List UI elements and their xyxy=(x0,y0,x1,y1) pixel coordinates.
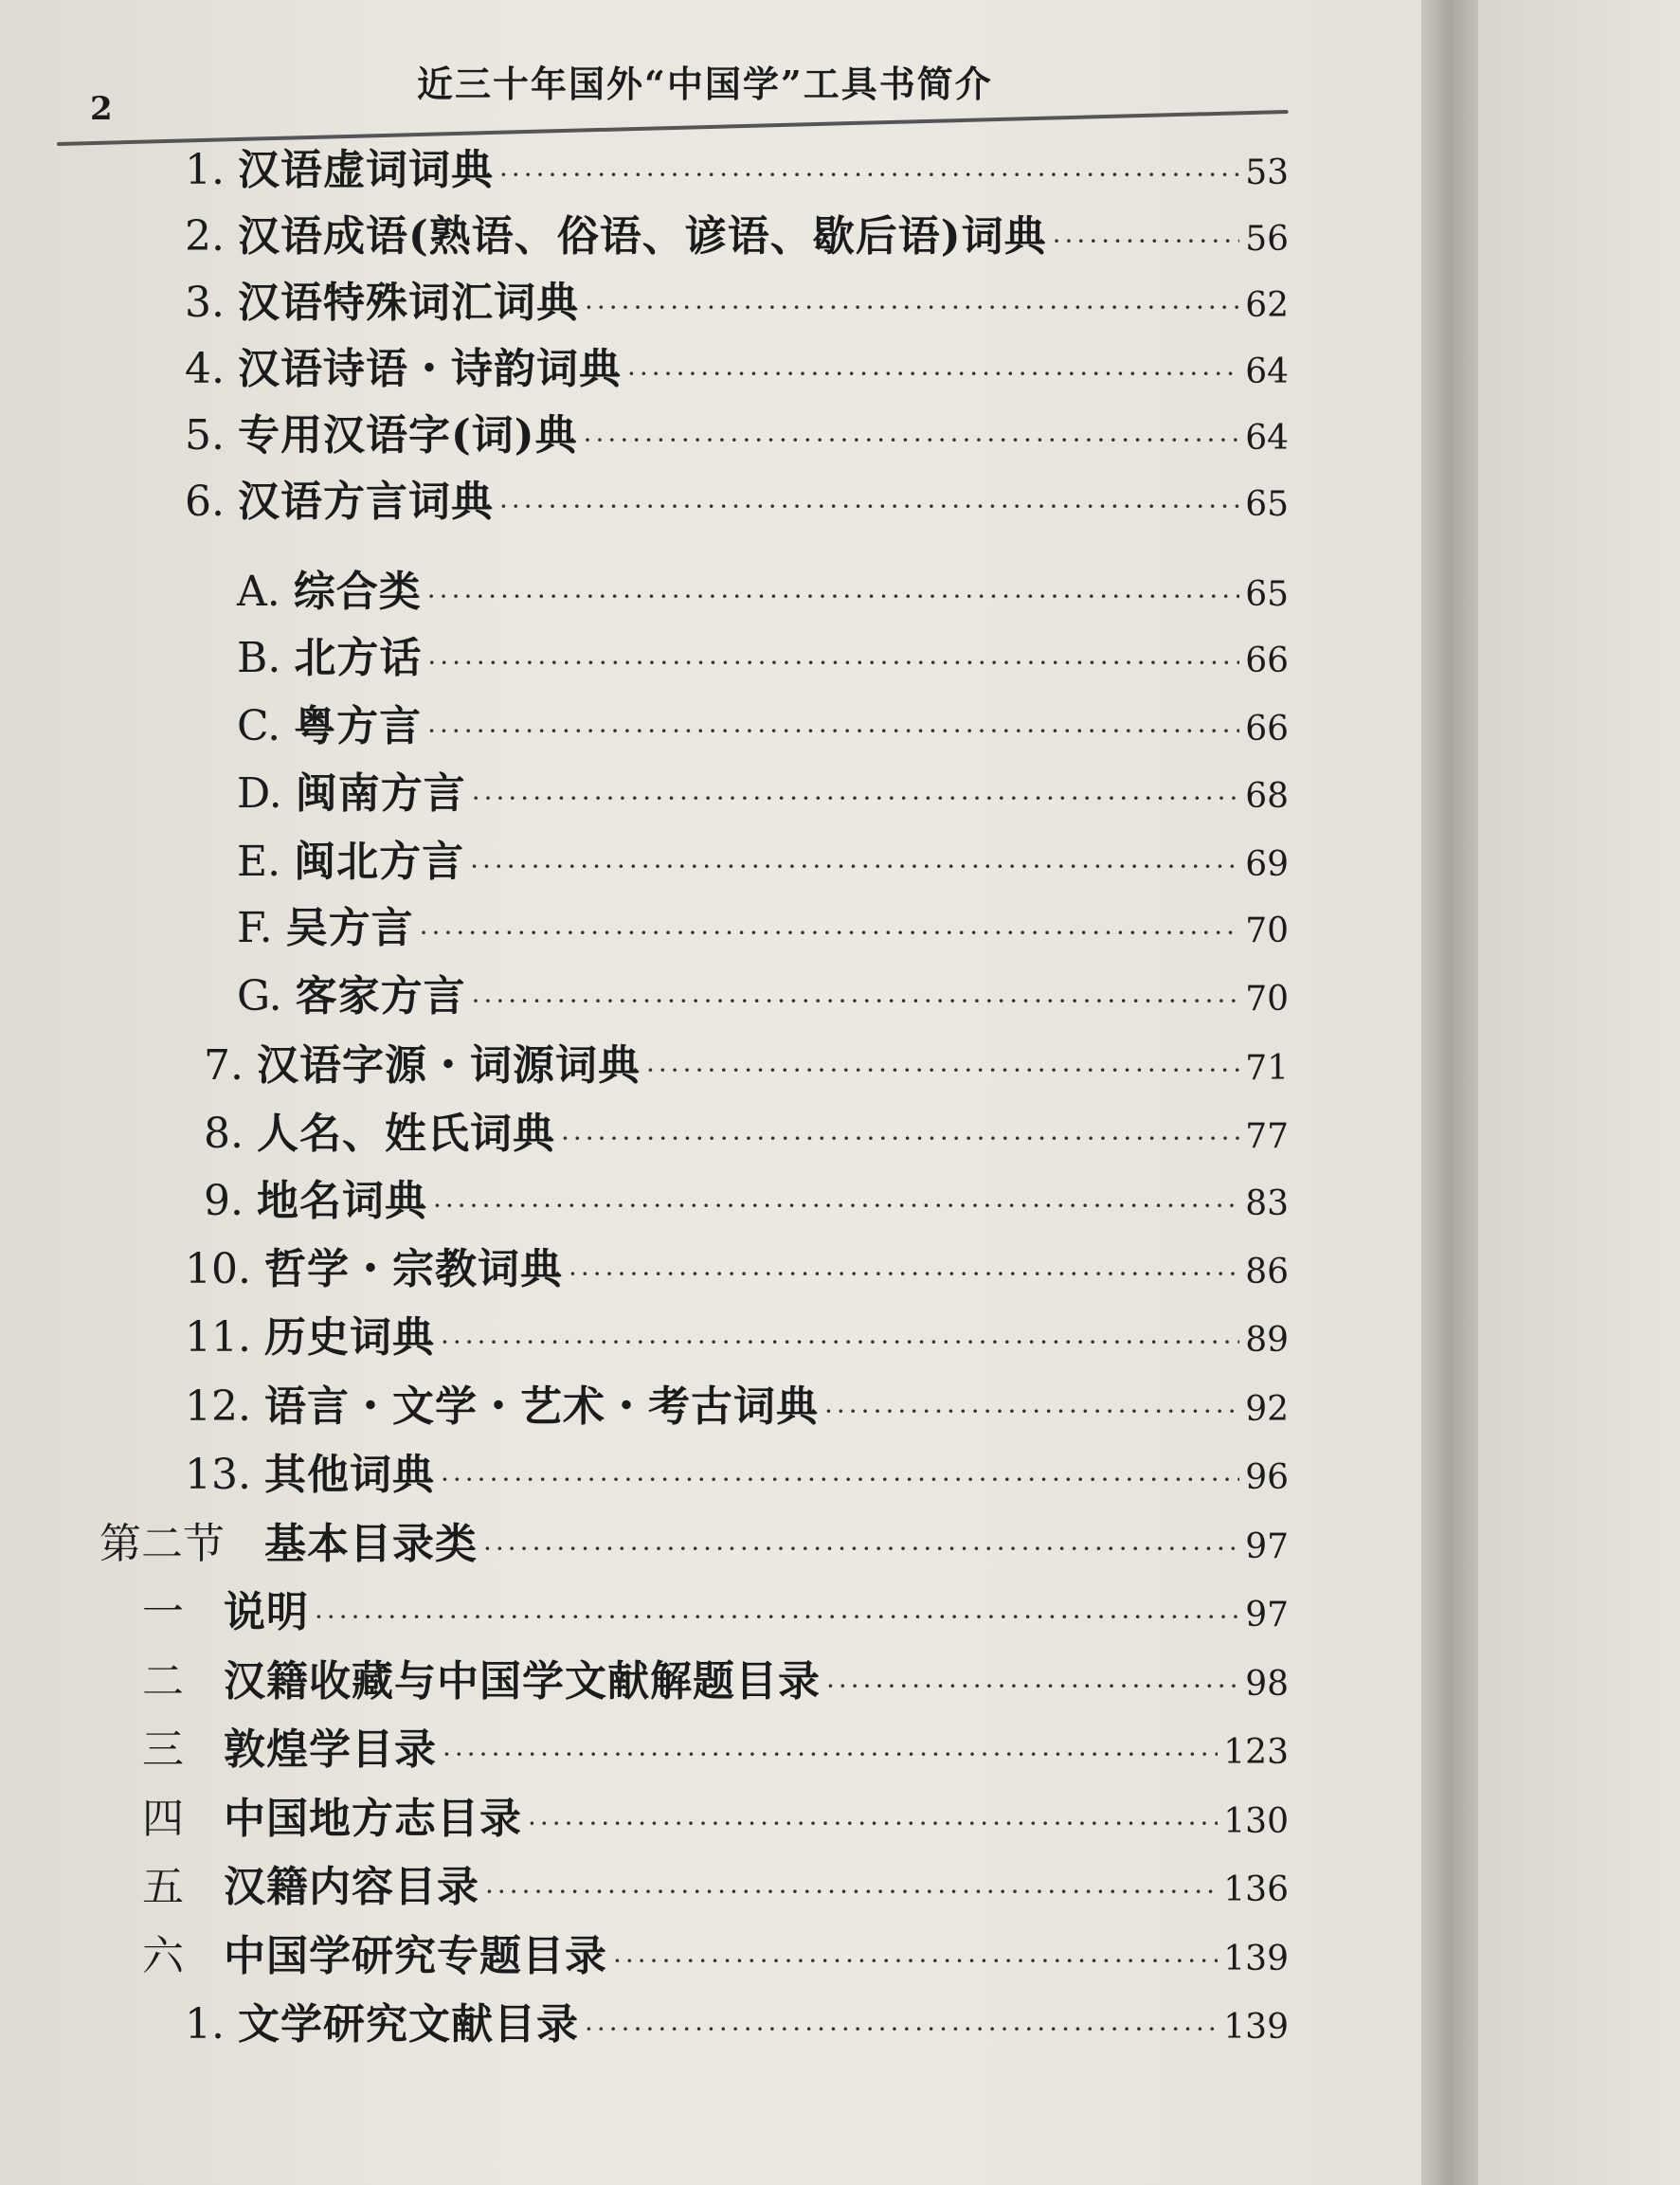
entry-title: 北方话 xyxy=(294,634,423,682)
entry-page: 97 xyxy=(1245,1596,1289,1634)
entry-page: 130 xyxy=(1223,1802,1289,1841)
entry-title: 文学研究文献目录 xyxy=(237,2000,579,2049)
entry-title: 说明 xyxy=(223,1588,309,1636)
leader-dots xyxy=(561,1111,1239,1167)
leader-dots xyxy=(569,1246,1239,1303)
toc-entry xyxy=(142,1653,1289,1710)
leader-dots xyxy=(585,280,1239,336)
entry-number: 4. xyxy=(185,345,225,393)
toc-entry xyxy=(237,564,1289,621)
leader-dots xyxy=(427,635,1239,692)
leader-dots xyxy=(472,770,1239,827)
toc-entry xyxy=(204,1106,1289,1163)
toc-entry xyxy=(237,900,1289,957)
running-header-title: 近三十年国外“中国学”工具书简介 xyxy=(417,63,993,105)
toc-entry xyxy=(237,766,1289,822)
entry-number: G. xyxy=(237,972,282,1020)
leader-dots xyxy=(646,1042,1239,1099)
entry-title: 中国学研究专题目录 xyxy=(223,1932,607,1980)
entry-title: 专用汉语字(词)典 xyxy=(237,411,578,460)
entry-title: 汉语虚词词典 xyxy=(237,146,494,194)
entry-number: 5. xyxy=(185,411,225,460)
leader-dots xyxy=(1053,213,1240,270)
entry-page: 66 xyxy=(1245,710,1289,749)
entry-number: 10. xyxy=(185,1245,251,1293)
toc-entry xyxy=(185,341,1289,398)
entry-number: 3. xyxy=(185,279,225,327)
entry-page: 83 xyxy=(1245,1184,1289,1223)
entry-title: 汉语方言词典 xyxy=(237,478,494,526)
toc-entry xyxy=(142,1791,1289,1848)
toc-entry xyxy=(237,698,1289,755)
leader-dots xyxy=(470,839,1239,895)
leader-dots xyxy=(499,147,1239,204)
entry-number: E. xyxy=(237,838,281,886)
entry-page: 69 xyxy=(1245,845,1289,884)
leader-dots xyxy=(441,1452,1239,1508)
leader-dots xyxy=(613,1933,1218,1990)
entry-page: 96 xyxy=(1245,1458,1289,1497)
toc-entry xyxy=(185,208,1289,265)
entry-number: 六 xyxy=(142,1932,184,1980)
entry-page: 62 xyxy=(1245,286,1289,325)
entry-number: 9. xyxy=(204,1177,244,1225)
entry-number: 五 xyxy=(142,1863,184,1911)
toc-section-entry xyxy=(99,1516,1289,1573)
entry-number: 12. xyxy=(185,1382,251,1431)
entry-title: 语言・文学・艺术・考古词典 xyxy=(263,1382,819,1431)
entry-number: C. xyxy=(237,702,281,750)
leader-dots xyxy=(427,569,1239,625)
leader-dots xyxy=(826,1658,1239,1715)
entry-page: 70 xyxy=(1245,980,1289,1019)
entry-title: 汉语特殊词汇词典 xyxy=(237,279,579,327)
section-title: 基本目录类 xyxy=(263,1520,478,1568)
entry-number: 2. xyxy=(185,212,225,261)
entry-page: 66 xyxy=(1245,641,1289,680)
leader-dots xyxy=(528,1796,1218,1852)
toc-entry xyxy=(185,275,1289,332)
toc-entry xyxy=(237,630,1289,687)
adjacent-page xyxy=(1478,0,1680,2185)
leader-dots xyxy=(824,1383,1239,1440)
toc-entry xyxy=(237,834,1289,891)
entry-page: 89 xyxy=(1245,1321,1289,1360)
entry-title: 地名词典 xyxy=(256,1177,427,1225)
toc-entry xyxy=(185,1379,1289,1436)
entry-number: A. xyxy=(237,568,280,616)
entry-page: 123 xyxy=(1223,1733,1289,1772)
toc-entry xyxy=(142,1928,1289,1985)
entry-number: 一 xyxy=(142,1588,184,1636)
book-spine xyxy=(1421,0,1478,2185)
entry-title: 闽南方言 xyxy=(295,769,466,818)
entry-title: 吴方言 xyxy=(285,904,414,952)
page-number: 2 xyxy=(90,90,113,128)
toc-entry xyxy=(185,142,1289,199)
toc-entry xyxy=(142,1584,1289,1641)
section-number: 第二节 xyxy=(99,1520,225,1568)
toc-entry xyxy=(142,1722,1289,1779)
entry-page: 92 xyxy=(1245,1390,1289,1429)
toc-entry xyxy=(185,1447,1289,1504)
toc-entry xyxy=(185,1996,1289,2053)
leader-dots xyxy=(441,1314,1239,1371)
leader-dots xyxy=(433,1178,1239,1235)
entry-number: 三 xyxy=(142,1725,184,1774)
leader-dots xyxy=(585,2001,1218,2058)
entry-number: 11. xyxy=(185,1313,251,1362)
entry-title: 哲学・宗教词典 xyxy=(263,1245,563,1293)
entry-title: 汉语字源・词源词典 xyxy=(256,1041,641,1090)
entry-number: 6. xyxy=(185,478,225,526)
leader-dots xyxy=(499,479,1239,535)
entry-number: 13. xyxy=(185,1451,251,1499)
entry-title: 人名、姓氏词典 xyxy=(256,1110,555,1158)
entry-page: 65 xyxy=(1245,485,1289,524)
toc-entry xyxy=(185,407,1289,464)
entry-page: 64 xyxy=(1245,352,1289,391)
leader-dots xyxy=(485,1864,1218,1921)
entry-number: F. xyxy=(237,904,273,952)
entry-number: 1. xyxy=(185,146,225,194)
entry-title: 汉籍内容目录 xyxy=(223,1863,479,1911)
entry-title: 汉籍收藏与中国学文献解题目录 xyxy=(223,1657,821,1706)
entry-title: 汉语成语(熟语、俗语、谚语、歇后语)词典 xyxy=(237,212,1047,261)
entry-title: 汉语诗语・诗韵词典 xyxy=(237,345,622,393)
toc-entry xyxy=(142,1859,1289,1916)
leader-dots xyxy=(483,1521,1239,1578)
entry-number: 1. xyxy=(185,2000,225,2049)
entry-page: 77 xyxy=(1245,1117,1289,1156)
entry-page: 136 xyxy=(1223,1870,1289,1909)
entry-title: 其他词典 xyxy=(263,1451,435,1499)
entry-page: 71 xyxy=(1245,1049,1289,1088)
entry-title: 综合类 xyxy=(293,568,422,616)
entry-page: 139 xyxy=(1223,2008,1289,2047)
entry-page: 98 xyxy=(1245,1665,1289,1704)
entry-title: 闽北方言 xyxy=(294,838,465,886)
toc-entry xyxy=(185,474,1289,531)
leader-dots xyxy=(420,905,1240,962)
entry-page: 64 xyxy=(1245,419,1289,458)
entry-page: 56 xyxy=(1245,220,1289,259)
leader-dots xyxy=(443,1726,1218,1783)
toc-entry xyxy=(204,1173,1289,1230)
entry-number: 8. xyxy=(204,1110,244,1158)
leader-dots xyxy=(472,973,1240,1030)
entry-page: 68 xyxy=(1245,777,1289,816)
leader-dots xyxy=(584,412,1240,469)
entry-page: 139 xyxy=(1223,1940,1289,1978)
entry-number: 二 xyxy=(142,1657,184,1706)
toc-entry xyxy=(204,1038,1289,1094)
entry-page: 97 xyxy=(1245,1527,1289,1566)
entry-number: 四 xyxy=(142,1795,184,1843)
leader-dots xyxy=(627,346,1239,403)
entry-page: 53 xyxy=(1245,153,1289,192)
entry-title: 客家方言 xyxy=(295,972,466,1020)
leader-dots xyxy=(315,1589,1239,1646)
entry-page: 70 xyxy=(1245,912,1289,950)
entry-title: 敦煌学目录 xyxy=(223,1725,437,1774)
entry-title: 历史词典 xyxy=(263,1313,435,1362)
toc-entry xyxy=(185,1241,1289,1298)
leader-dots xyxy=(427,703,1239,760)
entry-title: 粤方言 xyxy=(294,702,423,750)
entry-page: 86 xyxy=(1245,1253,1289,1291)
toc-entry xyxy=(185,1309,1289,1366)
entry-number: B. xyxy=(237,634,281,682)
toc-entry xyxy=(237,968,1289,1025)
entry-number: D. xyxy=(237,769,282,818)
entry-title: 中国地方志目录 xyxy=(223,1795,522,1843)
entry-number: 7. xyxy=(204,1041,244,1090)
entry-page: 65 xyxy=(1245,575,1289,614)
